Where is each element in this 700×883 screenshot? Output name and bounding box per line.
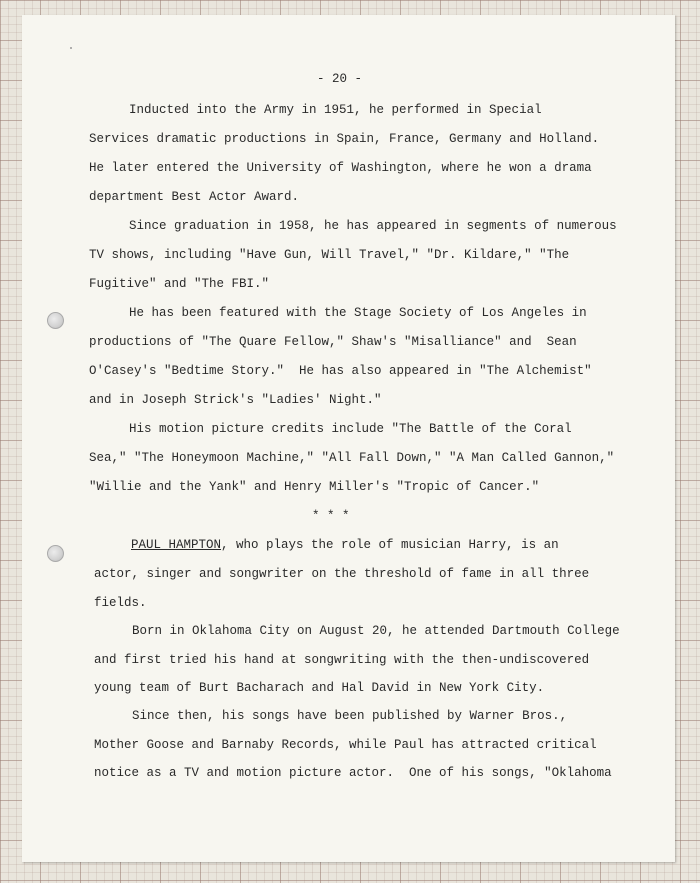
document-page (22, 15, 675, 862)
text-line: Since graduation in 1958, he has appeared in segments of numerous (129, 219, 617, 233)
text-line: "Willie and the Yank" and Henry Miller's "Tropic of Cancer." (89, 480, 540, 494)
text-line: Mother Goose and Barnaby Records, while Paul has attracted critical (94, 738, 597, 752)
text-line: O'Casey's "Bedtime Story." He has also appeared in "The Alchemist" (89, 364, 592, 378)
text-line: and first tried his hand at songwriting with the then-undiscovered (94, 653, 590, 667)
paper-speck (70, 47, 72, 49)
text-line: Services dramatic productions in Spain, France, Germany and Holland. (89, 132, 600, 146)
text-line: Fugitive" and "The FBI." (89, 277, 270, 291)
page-number: - 20 - (317, 72, 363, 86)
punch-hole-lower (47, 545, 64, 562)
text-line-with-name (131, 538, 559, 552)
text-line: TV shows, including "Have Gun, Will Travel," "Dr. Kildare," "The (89, 248, 570, 262)
text-line: Inducted into the Army in 1951, he performed in Special (129, 103, 542, 117)
text-line: He later entered the University of Washington, where he won a drama (89, 161, 592, 175)
text-line: fields. (94, 596, 147, 610)
text-line: actor, singer and songwriter on the threshold of fame in all three (94, 567, 590, 581)
text-line: young team of Burt Bacharach and Hal David in New York City. (94, 681, 545, 695)
text-line: His motion picture credits include "The Battle of the Coral (129, 422, 572, 436)
text-line: He has been featured with the Stage Society of Los Angeles in (129, 306, 587, 320)
text-line: and in Joseph Strick's "Ladies' Night." (89, 393, 382, 407)
section-separator: * * * (312, 509, 350, 523)
punch-hole-upper (47, 312, 64, 329)
text-line-rest: , who plays the role of musician Harry, is an (221, 538, 559, 552)
text-line: Since then, his songs have been published by Warner Bros., (132, 709, 568, 723)
text-line: Sea," "The Honeymoon Machine," "All Fall Down," "A Man Called Gannon," (89, 451, 615, 465)
name-highlight: PAUL HAMPTON (131, 538, 222, 552)
text-line: department Best Actor Award. (89, 190, 300, 204)
text-line: notice as a TV and motion picture actor. One of his songs, "Oklahoma (94, 766, 612, 780)
text-line: Born in Oklahoma City on August 20, he attended Dartmouth College (132, 624, 620, 638)
text-line: productions of "The Quare Fellow," Shaw's "Misalliance" and Sean (89, 335, 577, 349)
